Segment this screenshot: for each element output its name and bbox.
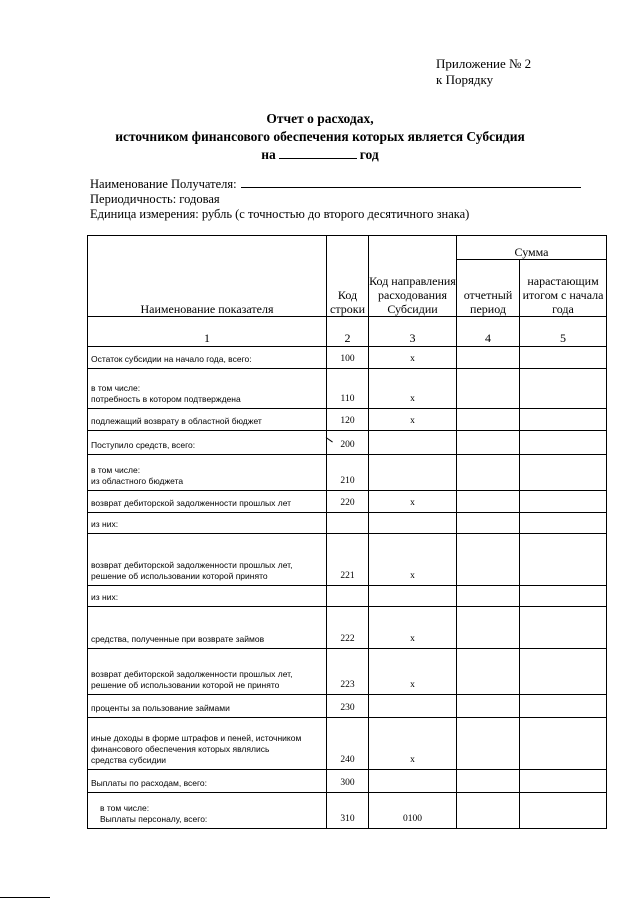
row-direction: x (369, 491, 457, 513)
row-current (457, 695, 520, 718)
title-line-2: источником финансового обеспечения которых является Субсидия (115, 129, 525, 144)
report-table (87, 235, 607, 829)
row-current (457, 369, 520, 409)
row-cumulative (520, 409, 607, 431)
title-line-1: Отчет о расходах, (266, 111, 374, 126)
title-suffix: год (359, 147, 379, 162)
row-name: возврат дебиторской задолженности прошлых лет, решение об использовании которой принято (88, 534, 327, 586)
table-row (88, 491, 607, 513)
table-row (88, 695, 607, 718)
row-code: 300 (327, 770, 369, 793)
row-name: в том числе: потребность в котором подтверждена (88, 369, 327, 409)
header-name: Наименование показателя (88, 236, 327, 317)
table-row (88, 455, 607, 491)
col-number: 2 (327, 317, 369, 347)
row-current (457, 491, 520, 513)
title-line-3 (0, 146, 640, 164)
row-code: 221 (327, 534, 369, 586)
table-row (88, 431, 607, 455)
row-name: в том числе: из областного бюджета (88, 455, 327, 491)
row-cumulative (520, 369, 607, 409)
row-cumulative (520, 793, 607, 829)
row-cumulative (520, 534, 607, 586)
col-number: 5 (520, 317, 607, 347)
row-current (457, 770, 520, 793)
footer-rule (0, 897, 50, 898)
appendix-reference: к Порядку (436, 72, 494, 87)
row-direction (369, 695, 457, 718)
row-current (457, 586, 520, 607)
row-code: 222 (327, 607, 369, 649)
table-row (88, 718, 607, 770)
row-cumulative (520, 695, 607, 718)
row-direction: x (369, 369, 457, 409)
row-direction: x (369, 409, 457, 431)
recipient-line (90, 176, 590, 192)
table-row (88, 369, 607, 409)
row-code: 110 (327, 369, 369, 409)
row-direction: x (369, 649, 457, 695)
row-name: средства, полученные при возврате займов (88, 607, 327, 649)
appendix-number: Приложение № 2 (436, 56, 532, 71)
col-number: 4 (457, 317, 520, 347)
row-name: возврат дебиторской задолженности прошлых лет, решение об использовании которой не принято (88, 649, 327, 695)
recipient-blank (241, 176, 581, 188)
year-blank (279, 146, 357, 159)
row-current (457, 431, 520, 455)
row-direction: x (369, 347, 457, 369)
row-code: 210 (327, 455, 369, 491)
row-name: из них: (88, 513, 327, 534)
row-code: 120 (327, 409, 369, 431)
row-current (457, 718, 520, 770)
header-direction: Код направления расходования Субсидии (369, 236, 457, 317)
row-code: 310 (327, 793, 369, 829)
row-name: подлежащий возврату в областной бюджет (88, 409, 327, 431)
row-cumulative (520, 491, 607, 513)
table-row (88, 586, 607, 607)
row-code: 100 (327, 347, 369, 369)
row-name: проценты за пользование займами (88, 695, 327, 718)
table-row (88, 534, 607, 586)
row-current (457, 347, 520, 369)
row-cumulative (520, 347, 607, 369)
row-name: из них: (88, 586, 327, 607)
row-name: Выплаты по расходам, всего: (88, 770, 327, 793)
row-code: 240 (327, 718, 369, 770)
row-direction: x (369, 534, 457, 586)
row-current (457, 607, 520, 649)
row-current (457, 455, 520, 491)
table-row (88, 793, 607, 829)
row-cumulative (520, 607, 607, 649)
title-prefix: на (261, 147, 276, 162)
row-cumulative (520, 586, 607, 607)
table-row (88, 513, 607, 534)
row-cumulative (520, 770, 607, 793)
recipient-label: Наименование Получателя: (90, 177, 237, 191)
row-current (457, 793, 520, 829)
row-cumulative (520, 455, 607, 491)
header-cumulative: нарастающим итогом с начала года (520, 260, 607, 317)
table-row (88, 409, 607, 431)
row-direction (369, 455, 457, 491)
row-cumulative (520, 431, 607, 455)
row-direction (369, 513, 457, 534)
row-code (327, 513, 369, 534)
row-name: в том числе: Выплаты персоналу, всего: (88, 793, 327, 829)
row-direction (369, 586, 457, 607)
row-cumulative (520, 649, 607, 695)
row-code: 200 (327, 431, 369, 455)
row-direction (369, 431, 457, 455)
row-name: Поступило средств, всего: (88, 431, 327, 455)
header-sum: Сумма (457, 236, 607, 260)
row-code: 230 (327, 695, 369, 718)
header-current-period: отчетный период (457, 260, 520, 317)
col-number: 3 (369, 317, 457, 347)
row-code: 220 (327, 491, 369, 513)
col-number: 1 (88, 317, 327, 347)
row-current (457, 649, 520, 695)
row-name: иные доходы в форме штрафов и пеней, источником финансового обеспечения которых являлись средства субсидии (88, 718, 327, 770)
row-cumulative (520, 513, 607, 534)
table-row (88, 770, 607, 793)
header-code: Код строки (327, 236, 369, 317)
periodicity: Периодичность: годовая (90, 192, 220, 206)
row-code: 223 (327, 649, 369, 695)
row-cumulative (520, 718, 607, 770)
row-direction: x (369, 718, 457, 770)
row-current (457, 513, 520, 534)
row-current (457, 409, 520, 431)
row-name: Остаток субсидии на начало года, всего: (88, 347, 327, 369)
row-name: возврат дебиторской задолженности прошлых лет (88, 491, 327, 513)
unit-of-measure: Единица измерения: рубль (с точностью до второго десятичного знака) (90, 207, 470, 221)
row-direction (369, 770, 457, 793)
report-meta (90, 176, 590, 222)
appendix-caption (436, 56, 531, 88)
row-direction: x (369, 607, 457, 649)
row-code (327, 586, 369, 607)
row-direction: 0100 (369, 793, 457, 829)
table-row (88, 347, 607, 369)
report-title (0, 110, 640, 164)
table-row (88, 607, 607, 649)
table-row (88, 649, 607, 695)
row-current (457, 534, 520, 586)
